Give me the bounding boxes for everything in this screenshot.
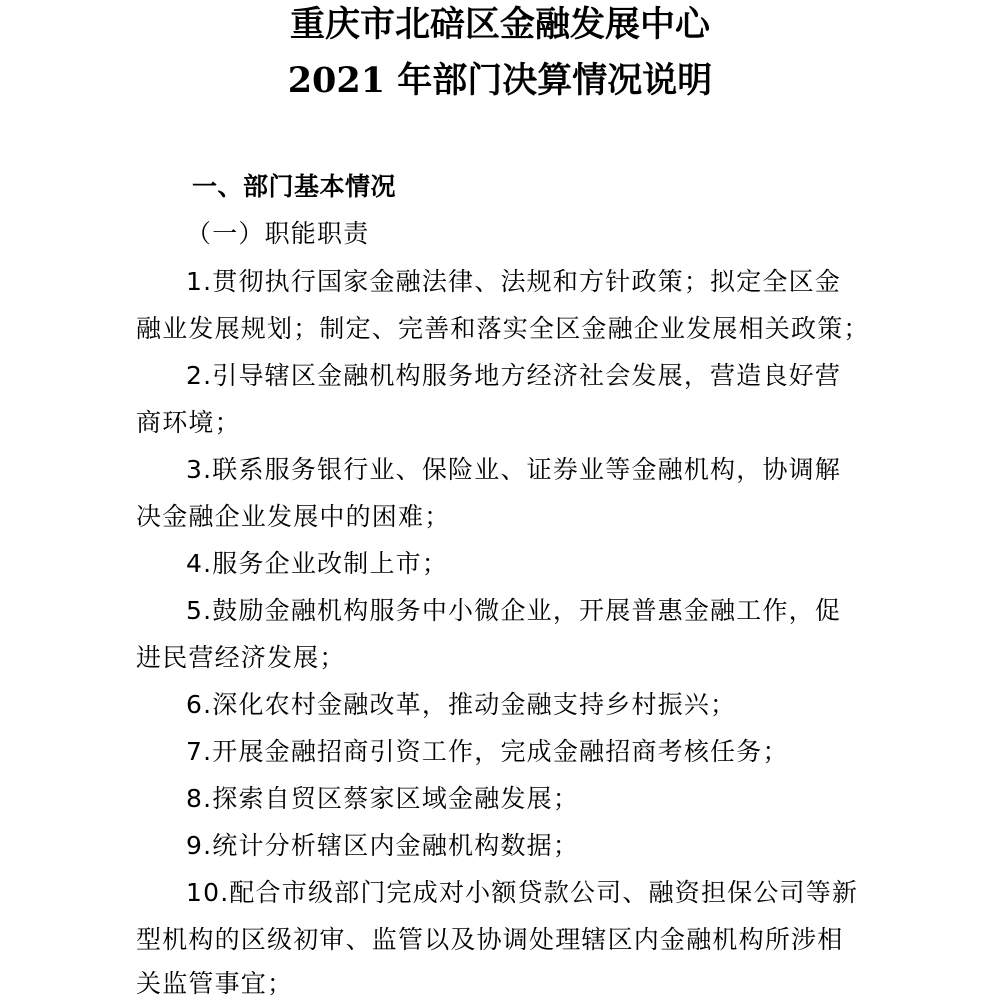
duty-item-1-line-1: 1.贯彻执行国家金融法律、法规和方针政策；拟定全区金 xyxy=(186,267,842,296)
duty-item-5-line-1: 5.鼓励金融机构服务中小微企业，开展普惠金融工作，促 xyxy=(186,596,842,625)
duty-item-3-line-2: 决金融企业发展中的困难； xyxy=(136,502,451,531)
duty-item-5-line-2: 进民营经济发展； xyxy=(136,643,346,672)
document-title-line-2: 2021 年部门决算情况说明 xyxy=(287,60,713,101)
duty-item-10-line-2: 型机构的区级初审、监管以及协调处理辖区内金融机构所涉相 xyxy=(136,925,844,954)
duty-item-2-line-2: 商环境； xyxy=(136,408,241,437)
duty-item-3-line-1: 3.联系服务银行业、保险业、证券业等金融机构，协调解 xyxy=(186,455,842,484)
duty-item-1-line-2: 融业发展规划；制定、完善和落实全区金融企业发展相关政策； xyxy=(136,314,870,343)
duty-item-10-line-3: 关监管事宜； xyxy=(136,969,294,998)
duty-item-2-line-1: 2.引导辖区金融机构服务地方经济社会发展，营造良好营 xyxy=(186,361,842,390)
duty-item-10-line-1: 10.配合市级部门完成对小额贷款公司、融资担保公司等新 xyxy=(186,878,859,907)
document-title-line-1: 重庆市北碚区金融发展中心 xyxy=(289,4,710,45)
duty-item-4-line-1: 4.服务企业改制上市； xyxy=(186,549,449,578)
duty-item-7-line-1: 7.开展金融招商引资工作，完成金融招商考核任务； xyxy=(186,737,789,766)
subsection-heading: （一）职能职责 xyxy=(186,219,370,248)
duty-item-6-line-1: 6.深化农村金融改革，推动金融支持乡村振兴； xyxy=(186,690,737,719)
duty-item-9-line-1: 9.统计分析辖区内金融机构数据； xyxy=(186,831,580,860)
section-heading: 一、部门基本情况 xyxy=(192,172,397,201)
duty-item-8-line-1: 8.探索自贸区蔡家区域金融发展； xyxy=(186,784,580,813)
